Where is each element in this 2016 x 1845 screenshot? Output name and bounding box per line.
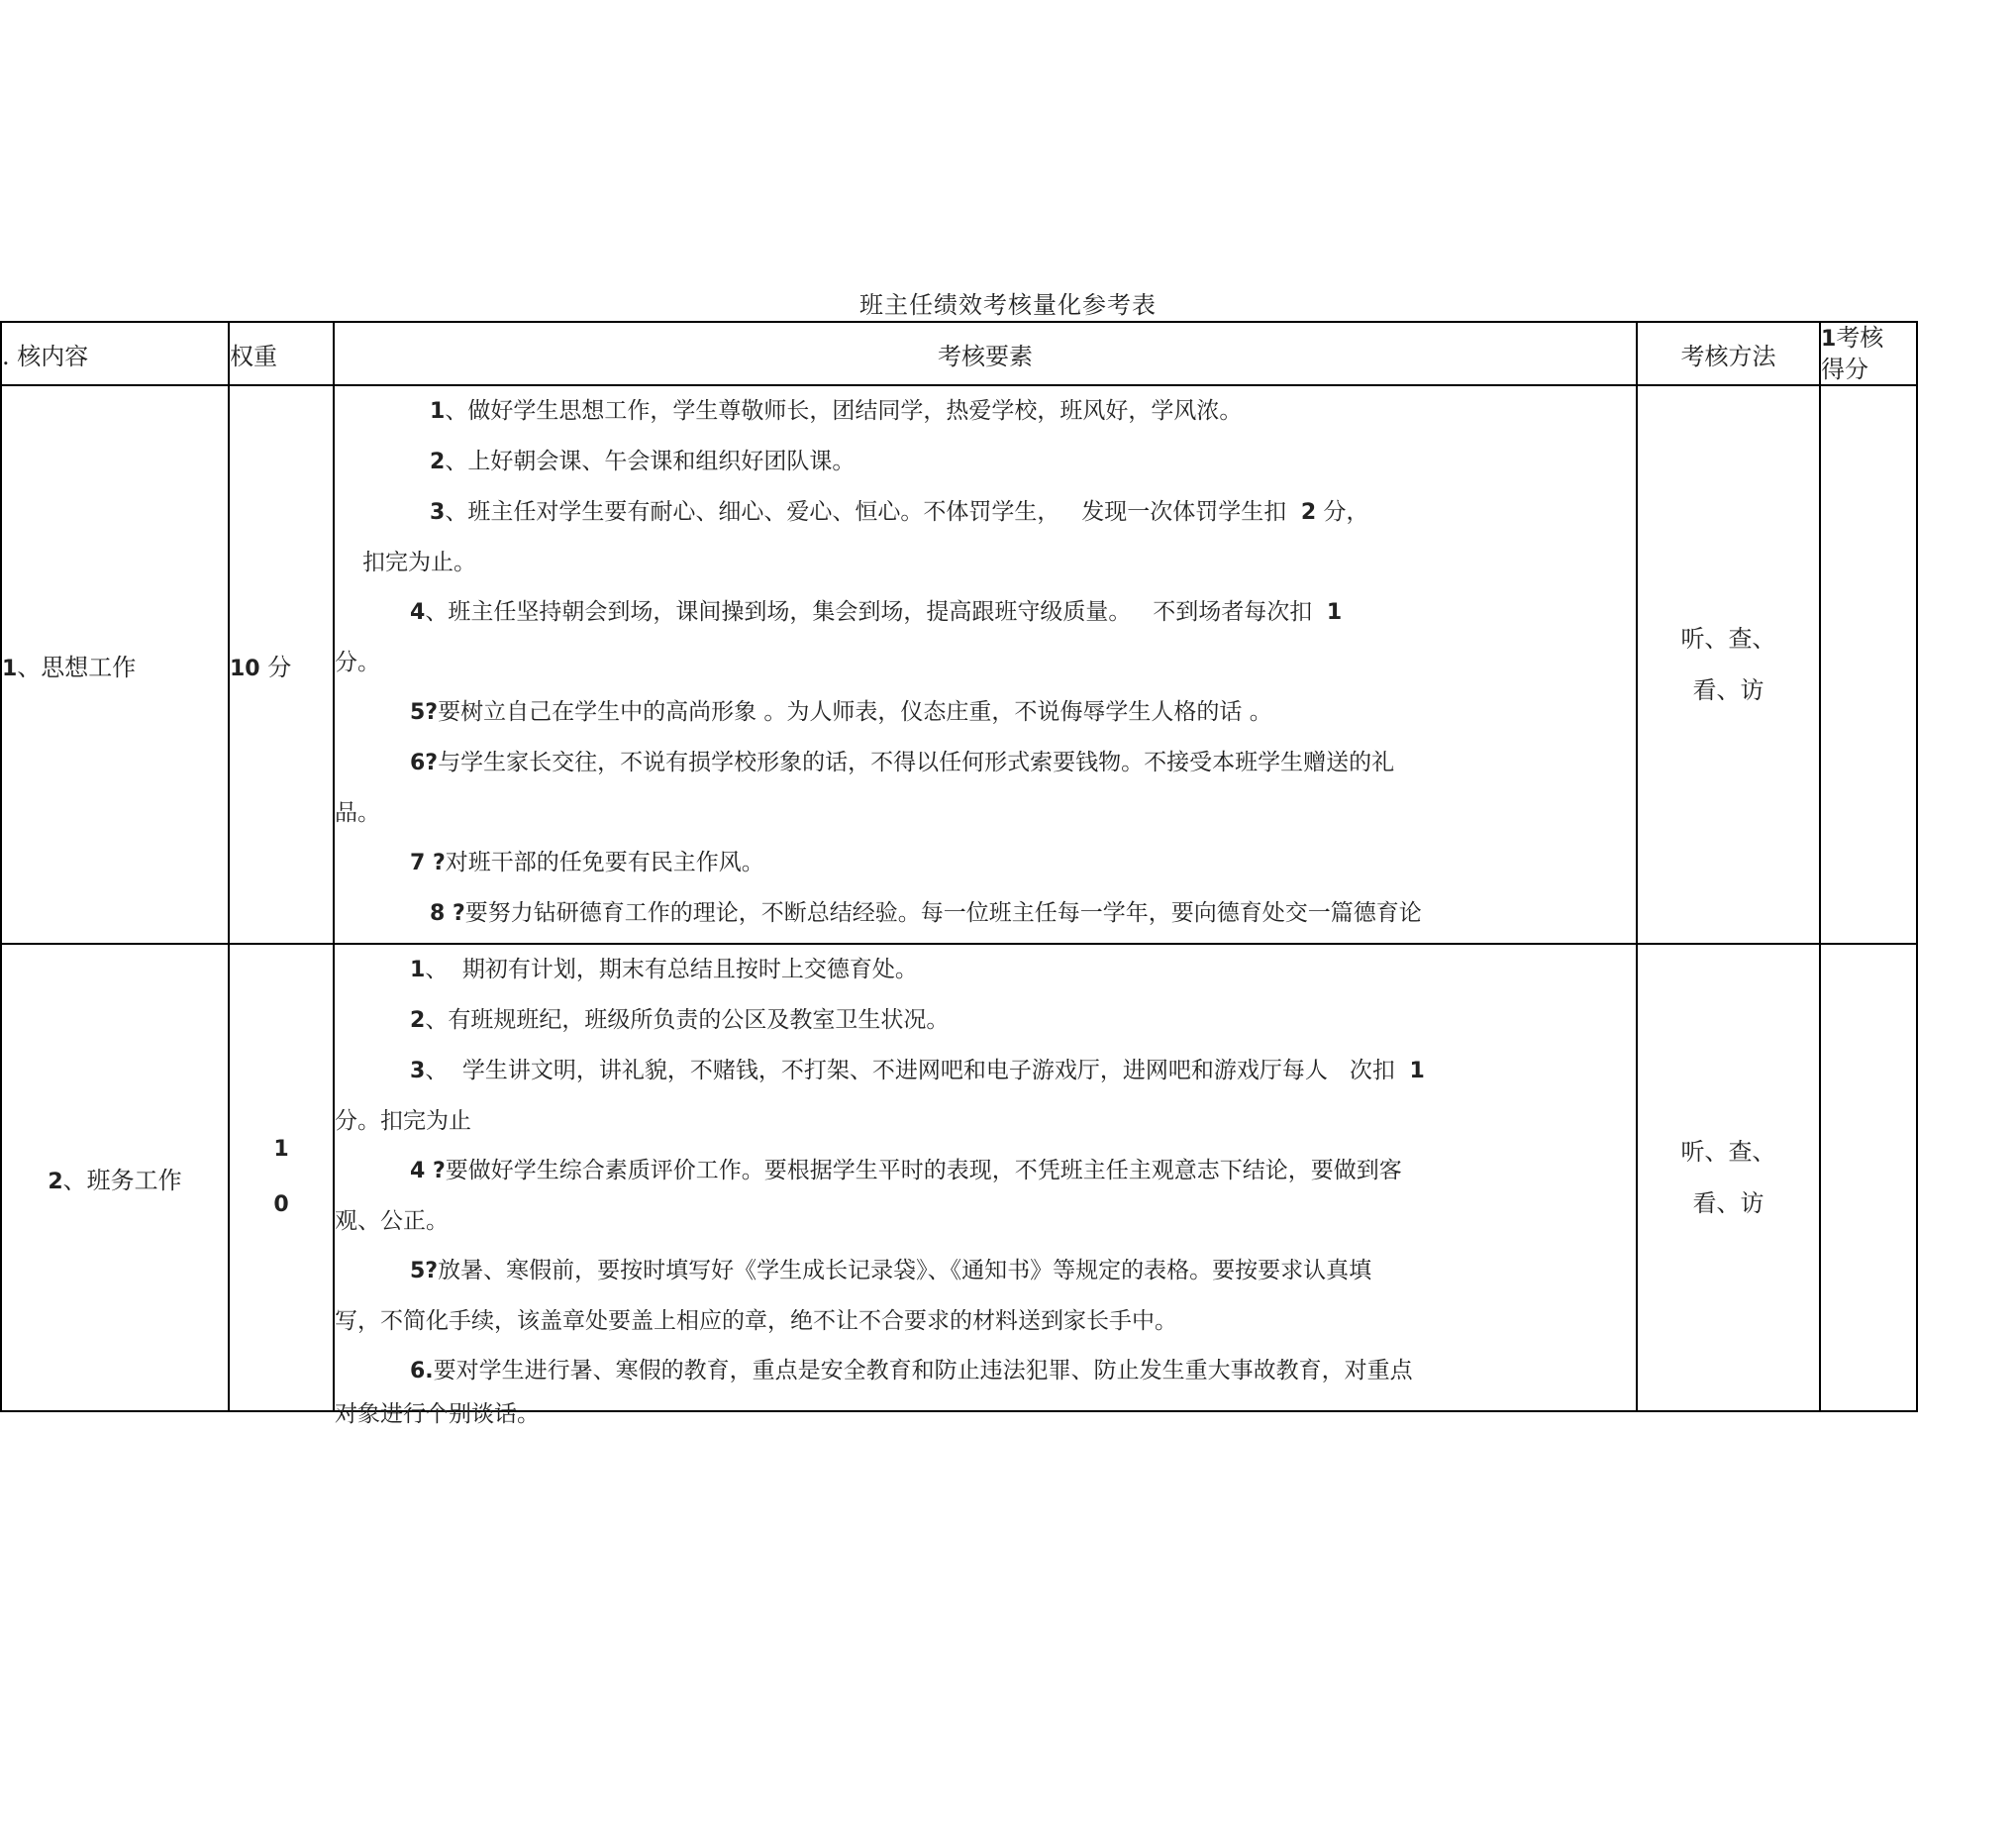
line-num: 1 (1326, 600, 1343, 625)
header-content: . 核内容 (1, 322, 229, 385)
line-num: 1 (1409, 1059, 1425, 1083)
line-text: 分， (1316, 499, 1369, 525)
row-1-line-2 (335, 437, 1636, 487)
page-title: 班主任绩效考核量化参考表 (859, 291, 1157, 319)
header-score-line1: 考核 (1836, 324, 1884, 352)
row-1-line-6 (335, 638, 1636, 687)
row-1-content (1, 385, 229, 944)
row-1-line-8 (335, 738, 1636, 788)
line-num: 7 ? (410, 851, 446, 875)
row-2-line-3 (335, 1046, 1636, 1096)
row-2-content (1, 944, 229, 1411)
row-1-line-5 (335, 587, 1636, 638)
header-score (1820, 322, 1917, 385)
line-text: 要做好学生综合素质评价工作。要根据学生平时的表现，不凭班主任主观意志下结论，要做到客 (445, 1158, 1402, 1183)
line-text: 、上好朝会课、午会课和组织好团队课。 (445, 449, 856, 474)
row-1-content-text: 、思想工作 (17, 653, 137, 681)
header-method: 考核方法 (1637, 322, 1820, 385)
line-text: 要努力钻研德育工作的理论，不断总结经验。每一位班主任每一学年，要向德育处交一篇德育论 (464, 900, 1422, 926)
header-elements: 考核要素 (334, 322, 1637, 385)
row-2-line-5 (335, 1146, 1636, 1196)
line-num: 2 (410, 1008, 426, 1033)
line-num: 6? (410, 751, 439, 775)
line-text: 对象进行个别谈话。 (335, 1401, 540, 1427)
row-1-method (1637, 385, 1820, 944)
line-num: 1 (430, 399, 446, 424)
header-score-num: 1 (1821, 327, 1837, 352)
line-text: 要对学生进行暑、寒假的教育，重点是安全教育和防止违法犯罪、防止发生重大事故教育，对重点 (433, 1358, 1413, 1384)
row-2-content-text: 、班务工作 (62, 1166, 182, 1194)
row-2-line-9 (335, 1346, 1636, 1396)
line-text: 、 期初有计划，期末有总结且按时上交德育处。 (425, 957, 918, 982)
method-line: 看、访 (1692, 676, 1764, 704)
line-num: 3 (410, 1059, 426, 1083)
table-row (1, 385, 1917, 944)
line-num: 5? (410, 1259, 439, 1283)
line-num: 4 ? (410, 1159, 446, 1183)
row-1-line-10 (335, 838, 1636, 888)
row-1-line-11 (335, 888, 1636, 939)
line-num: 6. (410, 1359, 434, 1384)
method-line: 听、查、 (1680, 1138, 1776, 1166)
row-2-weight (229, 944, 334, 1411)
row-2-score (1820, 944, 1917, 1411)
method-line: 听、查、 (1680, 625, 1776, 653)
row-2-line-6 (335, 1196, 1636, 1246)
row-1-line-7 (335, 687, 1636, 738)
row-1-elements (334, 385, 1637, 944)
row-2-line-4 (335, 1096, 1636, 1146)
row-1-weight-unit: 分 (259, 653, 292, 681)
line-num: 2 (430, 450, 446, 474)
line-num: 3 (430, 500, 446, 525)
row-1-score (1820, 385, 1917, 944)
line-num: 2 (1300, 500, 1317, 525)
line-text: 观、公正。 (335, 1208, 449, 1234)
line-text: 、班主任坚持朝会到场，课间操到场，集会到场，提高跟班守级质量。 不到场者每次扣 (425, 599, 1327, 625)
row-1-weight-num: 10 (230, 656, 260, 681)
row-2-line-1 (335, 945, 1636, 995)
row-2-line-10 (335, 1396, 1636, 1432)
line-text: 与学生家长交往，不说有损学校形象的话，不得以任何形式索要钱物。不接受本班学生赠送的礼 (438, 750, 1395, 775)
row-2-line-2 (335, 995, 1636, 1046)
method-line: 看、访 (1692, 1189, 1764, 1217)
line-text: 、有班规班纪，班级所负责的公区及教室卫生状况。 (425, 1007, 950, 1033)
line-num: 4 (410, 600, 426, 625)
row-1-line-1 (335, 386, 1636, 437)
table-row (1, 944, 1917, 1411)
header-weight: 权重 (229, 322, 334, 385)
row-1-weight (229, 385, 334, 944)
row-2-content-num: 2 (48, 1169, 63, 1194)
line-text: 写，不简化手续，该盖章处要盖上相应的章，绝不让不合要求的材料送到家长手中。 (335, 1308, 1177, 1334)
line-num: 5? (410, 700, 439, 725)
line-text: 、做好学生思想工作，学生尊敬师长，团结同学，热爱学校，班风好，学风浓。 (445, 398, 1243, 424)
line-text: 放暑、寒假前，要按时填写好《学生成长记录袋》、《通知书》等规定的表格。要按要求认真填 (438, 1258, 1372, 1283)
line-text: 、 学生讲文明，讲礼貌，不赌钱，不打架、不进网吧和电子游戏厅，进网吧和游戏厅每人 次扣 (425, 1058, 1410, 1083)
line-text: 品。 (335, 800, 380, 826)
line-text: 分。扣完为止 (335, 1108, 471, 1134)
line-num: 8 ? (430, 901, 465, 926)
row-2-weight-num-2: 0 (273, 1192, 289, 1217)
line-text: 对班干部的任免要有民主作风。 (445, 850, 764, 875)
table-header-row (1, 322, 1917, 385)
row-2-method (1637, 944, 1820, 1411)
row-1-content-num: 1 (2, 656, 18, 681)
row-2-weight-num-1: 1 (273, 1137, 289, 1162)
row-1-line-4 (335, 538, 1636, 587)
header-score-line2: 得分 (1821, 356, 1868, 383)
line-text: 、班主任对学生要有耐心、细心、爱心、恒心。不体罚学生， 发现一次体罚学生扣 (445, 499, 1301, 525)
row-2-line-8 (335, 1296, 1636, 1346)
line-text: 扣完为止。 (362, 550, 476, 575)
line-text: 要树立自己在学生中的高尚形象 。为人师表，仪态庄重，不说侮辱学生人格的话 。 (438, 699, 1272, 725)
line-num: 1 (410, 958, 426, 982)
row-2-elements (334, 944, 1637, 1427)
row-2-line-7 (335, 1246, 1636, 1296)
line-text: 分。 (335, 650, 380, 675)
assessment-table (0, 321, 1918, 1427)
row-1-line-9 (335, 788, 1636, 838)
row-1-line-3 (335, 487, 1636, 538)
